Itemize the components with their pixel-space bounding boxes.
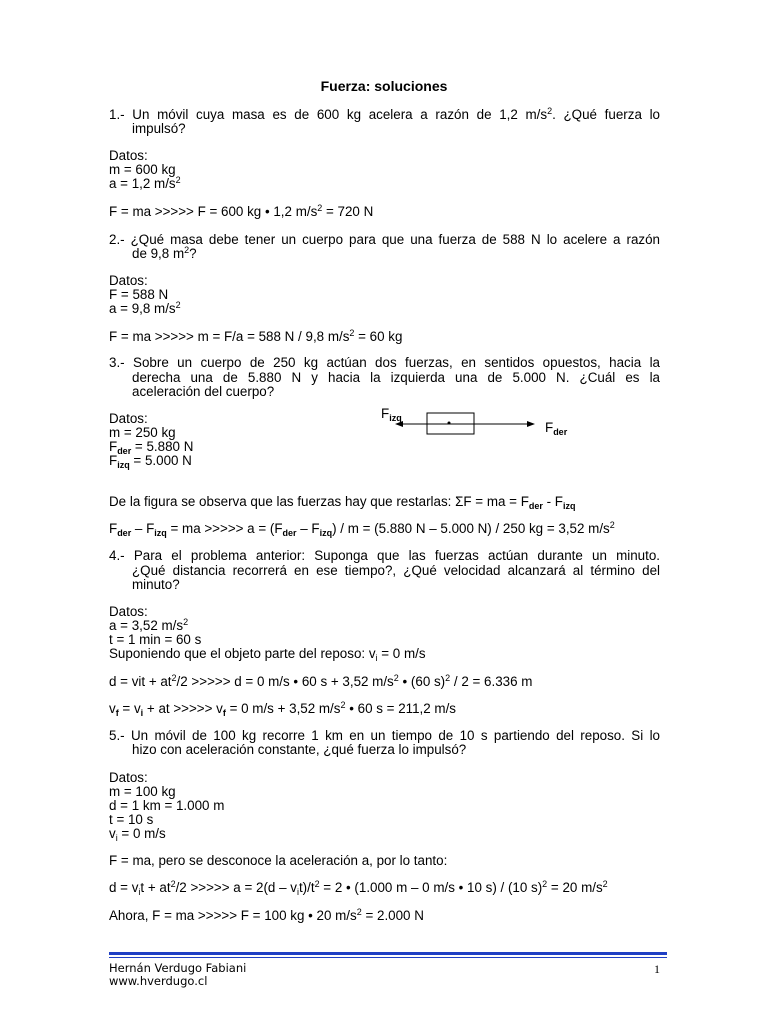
footer-website: www.hverdugo.cl	[109, 974, 208, 988]
f-izq-label: $F_{izq}$	[381, 406, 402, 423]
datos-label: Datos:	[109, 148, 148, 163]
solution-line: $d = v_it + at^2/2$ >>>>> $a = 2(d - v_it)/t^2 = 2$ • (1.000 m – 0 m/s • 10 s) / (10 s)$^2$ = 20 $m/s^2$	[109, 879, 608, 897]
data-line: $v_i = 0$ m/s	[109, 826, 166, 843]
datos-label: Datos:	[109, 604, 148, 619]
solution-line: Ahora, F = ma >>>>> F = 100 kg • 20 $m/s^2 = 2.000$ N	[109, 907, 424, 923]
problem-4-line-1: 4.- Para el problema anterior: Suponga que las fuerzas actúan durante un minuto.	[109, 548, 660, 563]
data-line: F = 588 N	[109, 287, 169, 302]
data-line: m = 250 kg	[109, 425, 176, 440]
problem-2-line-2: de 9,8 $m^2$?	[132, 245, 197, 261]
data-line: a = 3,52 $m/s^2$	[109, 617, 189, 633]
problem-4-line-2: ¿Qué distancia recorrerá en ese tiempo?, ¿Qué velocidad alcanzará al término del	[132, 563, 660, 578]
data-line: $F_{izq} = 5.000$ N	[109, 453, 192, 470]
footer-rule-thin	[109, 957, 667, 958]
problem-3-line-2: derecha una de 5.880 N y hacia la izquierda una de 5.000 N. ¿Cuál es la	[132, 370, 660, 385]
explanation-line: F = ma, pero se desconoce la aceleración a, por lo tanto:	[109, 853, 448, 868]
page-number: 1	[654, 962, 660, 976]
data-line: m = 100 kg	[109, 784, 176, 799]
solution-line: $v_f = v_i$ + at >>>>> $v_f = 0$ m/s + 3,52 $m/s^2$ • 60 s = 211,2 m/s	[109, 700, 457, 718]
problem-5-line-2: hizo con aceleración constante, ¿qué fuerza lo impulsó?	[132, 742, 467, 757]
data-line: d = 1 km = 1.000 m	[109, 798, 225, 813]
data-line: t = 1 min = 60 s	[109, 632, 202, 647]
problem-1-line-1: 1.- Un móvil cuya masa es de 600 kg acelera a razón de 1,2 $m/s^2$. ¿Qué fuerza lo	[109, 106, 660, 122]
solution-line: $F_{der} - F_{izq}$ = ma >>>>> $a = (F_{der} - F_{izq}) / m = (5.880$ N – 5.000 N) / 250 kg = 3,52 $m/s^2$	[109, 520, 615, 538]
right-arrow-head	[527, 421, 535, 427]
problem-1-line-2: impulsó?	[132, 121, 186, 136]
footer-rule	[109, 952, 667, 955]
data-line: t = 10 s	[109, 812, 154, 827]
datos-label: Datos:	[109, 273, 148, 288]
problem-4-line-3: minuto?	[132, 577, 180, 592]
solution-line: d = vit + $at^2/2$ >>>>> d = 0 m/s • 60 s + 3,52 $m/s^2$ • (60 s)$^2$ / 2 = 6.336 m	[109, 673, 533, 689]
data-line: a = 9,8 $m/s^2$	[109, 300, 181, 316]
f-der-label: $F_{der}$	[545, 420, 568, 437]
data-line: a = 1,2 $m/s^2$	[109, 175, 181, 191]
problem-3-line-3: aceleración del cuerpo?	[132, 384, 275, 399]
figure-observation: De la figura se observa que las fuerzas hay que restarlas: ΣF = ma = $F_{der} - F_{izq}$	[109, 494, 576, 511]
problem-5-line-1: 5.- Un móvil de 100 kg recorre 1 km en un tiempo de 10 s partiendo del reposo. Si lo	[109, 728, 660, 743]
solution-line: F = ma >>>>> m = F/a = 588 N / 9,8 $m/s^2 = 60$ kg	[109, 328, 403, 344]
page-title: Fuerza: soluciones	[320, 78, 448, 94]
datos-label: Datos:	[109, 770, 148, 785]
solution-line: F = ma >>>>> F = 600 kg • 1,2 $m/s^2 = 720$ N	[109, 203, 374, 219]
datos-label: Datos:	[109, 411, 148, 426]
data-line: m = 600 kg	[109, 162, 176, 177]
footer-author: Hernán Verdugo Fabiani	[109, 961, 247, 975]
data-line: $F_{der} = 5.880$ N	[109, 439, 194, 456]
problem-3-line-1: 3.- Sobre un cuerpo de 250 kg actúan dos fuerzas, en sentidos opuestos, hacia la	[109, 355, 660, 370]
data-line: Suponiendo que el objeto parte del reposo: $v_i = 0$ m/s	[109, 646, 426, 663]
problem-2-line-1: 2.- ¿Qué masa debe tener un cuerpo para que una fuerza de 588 N lo acelere a razón	[109, 232, 660, 247]
